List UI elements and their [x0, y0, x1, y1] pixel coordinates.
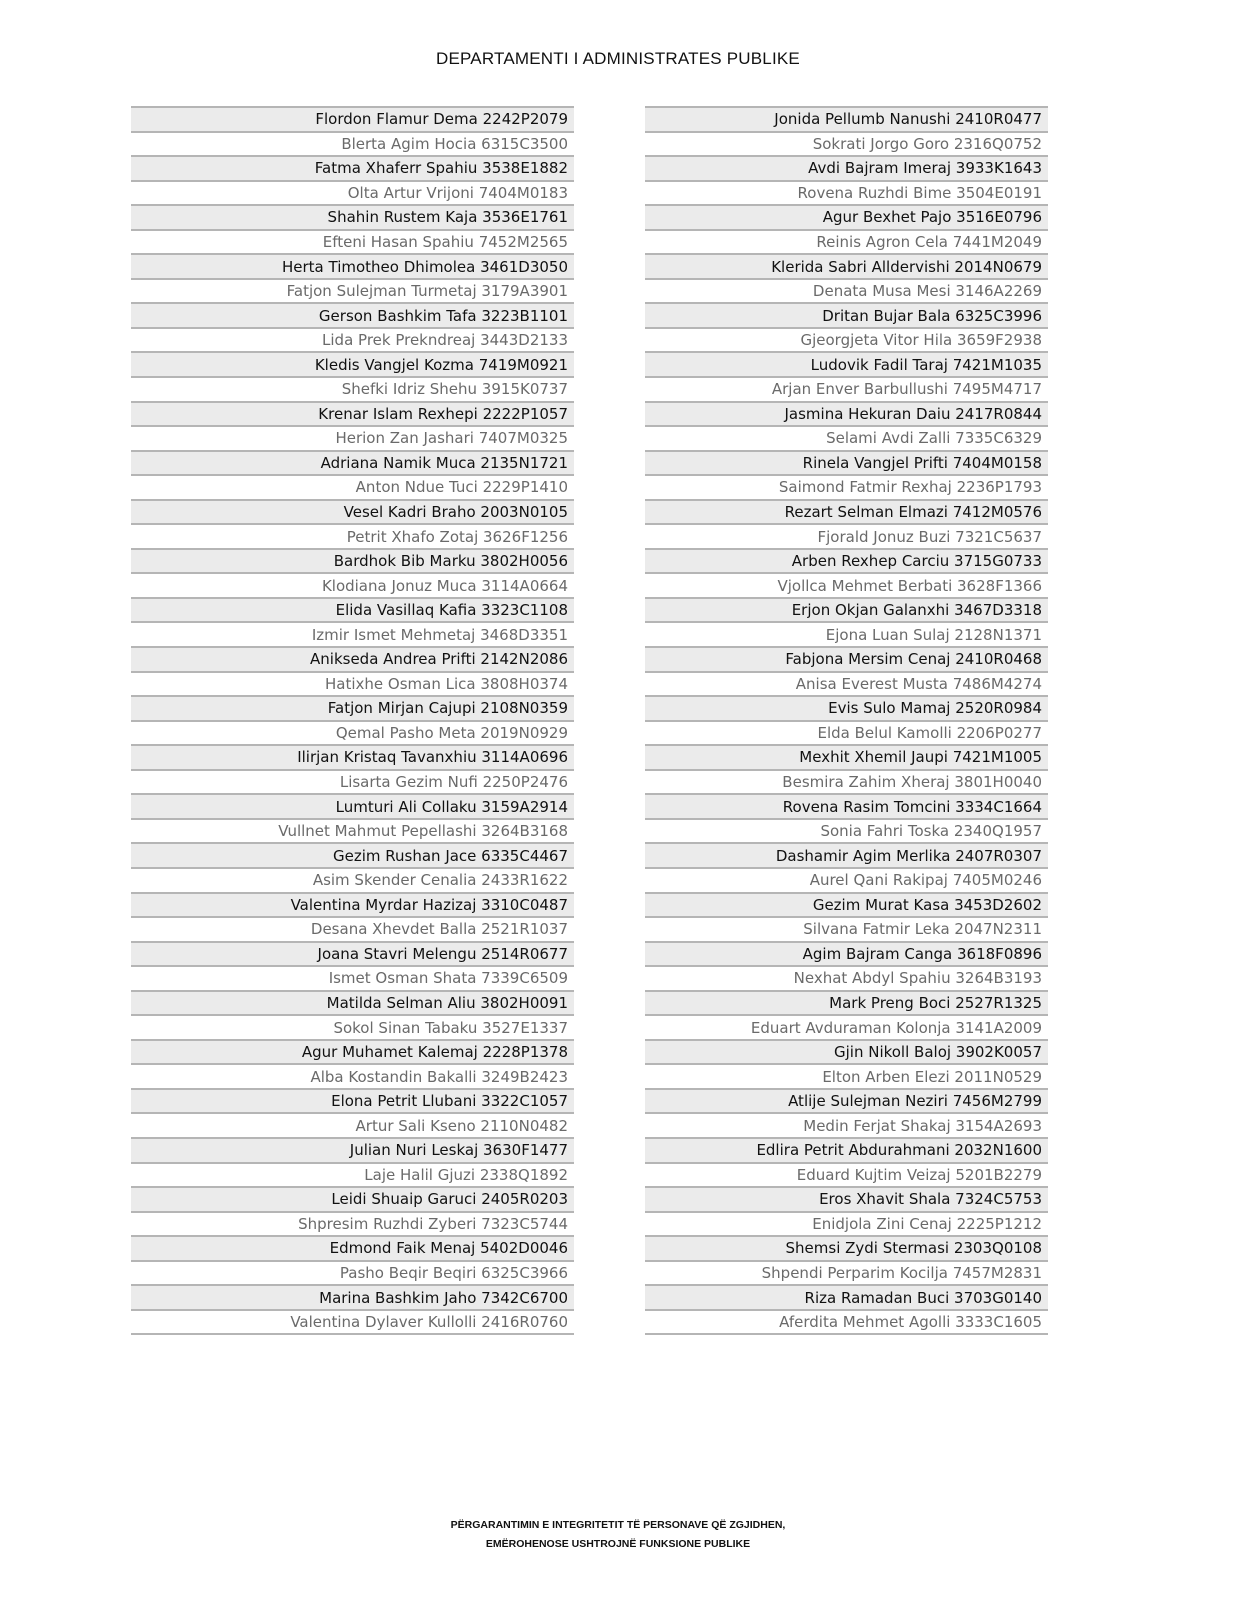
list-item: Silvana Fatmir Leka 2047N2311 — [645, 916, 1048, 941]
list-item: Flordon Flamur Dema 2242P2079 — [131, 106, 574, 131]
column-end-divider — [645, 1333, 1048, 1335]
list-item: Edmond Faik Menaj 5402D0046 — [131, 1235, 574, 1260]
list-item: Vullnet Mahmut Pepellashi 3264B3168 — [131, 818, 574, 843]
list-item: Ilirjan Kristaq Tavanxhiu 3114A0696 — [131, 744, 574, 769]
list-item: Lumturi Ali Collaku 3159A2914 — [131, 793, 574, 818]
list-item: Riza Ramadan Buci 3703G0140 — [645, 1284, 1048, 1309]
list-item: Sonia Fahri Toska 2340Q1957 — [645, 818, 1048, 843]
list-item: Elida Vasillaq Kafia 3323C1108 — [131, 597, 574, 622]
list-item: Vjollca Mehmet Berbati 3628F1366 — [645, 572, 1048, 597]
list-item: Pasho Beqir Beqiri 6325C3966 — [131, 1260, 574, 1285]
list-item: Elda Belul Kamolli 2206P0277 — [645, 720, 1048, 745]
list-item: Saimond Fatmir Rexhaj 2236P1793 — [645, 474, 1048, 499]
list-item: Gjin Nikoll Baloj 3902K0057 — [645, 1039, 1048, 1064]
list-item: Valentina Myrdar Hazizaj 3310C0487 — [131, 892, 574, 917]
list-item: Medin Ferjat Shakaj 3154A2693 — [645, 1112, 1048, 1137]
list-item: Jonida Pellumb Nanushi 2410R0477 — [645, 106, 1048, 131]
list-item: Besmira Zahim Xheraj 3801H0040 — [645, 769, 1048, 794]
list-item: Shpendi Perparim Kocilja 7457M2831 — [645, 1260, 1048, 1285]
list-item: Qemal Pasho Meta 2019N0929 — [131, 720, 574, 745]
list-item: Olta Artur Vrijoni 7404M0183 — [131, 180, 574, 205]
list-item: Herion Zan Jashari 7407M0325 — [131, 425, 574, 450]
list-item: Ejona Luan Sulaj 2128N1371 — [645, 621, 1048, 646]
list-item: Selami Avdi Zalli 7335C6329 — [645, 425, 1048, 450]
list-item: Gezim Rushan Jace 6335C4467 — [131, 842, 574, 867]
list-item: Klerida Sabri Alldervishi 2014N0679 — [645, 253, 1048, 278]
list-item: Ismet Osman Shata 7339C6509 — [131, 965, 574, 990]
list-item: Elton Arben Elezi 2011N0529 — [645, 1063, 1048, 1088]
list-item: Shefki Idriz Shehu 3915K0737 — [131, 376, 574, 401]
list-item: Gerson Bashkim Tafa 3223B1101 — [131, 302, 574, 327]
list-item: Bardhok Bib Marku 3802H0056 — [131, 548, 574, 573]
list-item: Evis Sulo Mamaj 2520R0984 — [645, 695, 1048, 720]
list-item: Avdi Bajram Imeraj 3933K1643 — [645, 155, 1048, 180]
list-item: Agur Bexhet Pajo 3516E0796 — [645, 204, 1048, 229]
list-item: Rinela Vangjel Prifti 7404M0158 — [645, 450, 1048, 475]
footer-line-1: PËRGARANTIMIN E INTEGRITETIT TË PERSONAVE QË ZGJIDHEN, — [450, 1519, 786, 1531]
list-item: Arjan Enver Barbullushi 7495M4717 — [645, 376, 1048, 401]
list-item: Blerta Agim Hocia 6315C3500 — [131, 131, 574, 156]
list-item: Alba Kostandin Bakalli 3249B2423 — [131, 1063, 574, 1088]
list-item: Rezart Selman Elmazi 7412M0576 — [645, 499, 1048, 524]
list-item: Rovena Rasim Tomcini 3334C1664 — [645, 793, 1048, 818]
list-item: Artur Sali Kseno 2110N0482 — [131, 1112, 574, 1137]
list-item: Shemsi Zydi Stermasi 2303Q0108 — [645, 1235, 1048, 1260]
list-item: Dritan Bujar Bala 6325C3996 — [645, 302, 1048, 327]
list-item: Gezim Murat Kasa 3453D2602 — [645, 892, 1048, 917]
list-item: Aferdita Mehmet Agolli 3333C1605 — [645, 1309, 1048, 1334]
list-item: Erjon Okjan Galanxhi 3467D3318 — [645, 597, 1048, 622]
list-item: Anisa Everest Musta 7486M4274 — [645, 671, 1048, 696]
list-item: Shahin Rustem Kaja 3536E1761 — [131, 204, 574, 229]
list-item: Fabjona Mersim Cenaj 2410R0468 — [645, 646, 1048, 671]
list-item: Jasmina Hekuran Daiu 2417R0844 — [645, 401, 1048, 426]
list-item: Adriana Namik Muca 2135N1721 — [131, 450, 574, 475]
footer-line-2: EMËROHENOSE USHTROJNË FUNKSIONE PUBLIKE — [485, 1538, 751, 1550]
left-name-column — [131, 106, 574, 1335]
list-item: Eduard Kujtim Veizaj 5201B2279 — [645, 1162, 1048, 1187]
right-name-column — [645, 106, 1048, 1335]
list-item: Ludovik Fadil Taraj 7421M1035 — [645, 351, 1048, 376]
list-item: Sokrati Jorgo Goro 2316Q0752 — [645, 131, 1048, 156]
list-item: Reinis Agron Cela 7441M2049 — [645, 229, 1048, 254]
list-item: Asim Skender Cenalia 2433R1622 — [131, 867, 574, 892]
list-item: Vesel Kadri Braho 2003N0105 — [131, 499, 574, 524]
list-item: Anton Ndue Tuci 2229P1410 — [131, 474, 574, 499]
list-item: Herta Timotheo Dhimolea 3461D3050 — [131, 253, 574, 278]
list-item: Eros Xhavit Shala 7324C5753 — [645, 1186, 1048, 1211]
list-item: Mark Preng Boci 2527R1325 — [645, 990, 1048, 1015]
list-item: Leidi Shuaip Garuci 2405R0203 — [131, 1186, 574, 1211]
list-item: Eduart Avduraman Kolonja 3141A2009 — [645, 1014, 1048, 1039]
list-item: Nexhat Abdyl Spahiu 3264B3193 — [645, 965, 1048, 990]
list-item: Agur Muhamet Kalemaj 2228P1378 — [131, 1039, 574, 1064]
list-item: Hatixhe Osman Lica 3808H0374 — [131, 671, 574, 696]
list-item: Anikseda Andrea Prifti 2142N2086 — [131, 646, 574, 671]
list-item: Kledis Vangjel Kozma 7419M0921 — [131, 351, 574, 376]
list-item: Petrit Xhafo Zotaj 3626F1256 — [131, 523, 574, 548]
list-item: Sokol Sinan Tabaku 3527E1337 — [131, 1014, 574, 1039]
list-item: Desana Xhevdet Balla 2521R1037 — [131, 916, 574, 941]
list-item: Mexhit Xhemil Jaupi 7421M1005 — [645, 744, 1048, 769]
list-item: Dashamir Agim Merlika 2407R0307 — [645, 842, 1048, 867]
list-item: Aurel Qani Rakipaj 7405M0246 — [645, 867, 1048, 892]
list-item: Joana Stavri Melengu 2514R0677 — [131, 941, 574, 966]
column-end-divider — [131, 1333, 574, 1335]
list-item: Fatma Xhaferr Spahiu 3538E1882 — [131, 155, 574, 180]
list-item: Lida Prek Prekndreaj 3443D2133 — [131, 327, 574, 352]
list-item: Laje Halil Gjuzi 2338Q1892 — [131, 1162, 574, 1187]
list-item: Efteni Hasan Spahiu 7452M2565 — [131, 229, 574, 254]
list-item: Elona Petrit Llubani 3322C1057 — [131, 1088, 574, 1113]
list-item: Atlije Sulejman Neziri 7456M2799 — [645, 1088, 1048, 1113]
list-item: Marina Bashkim Jaho 7342C6700 — [131, 1284, 574, 1309]
footer — [0, 1516, 1236, 1554]
list-item: Enidjola Zini Cenaj 2225P1212 — [645, 1211, 1048, 1236]
list-item: Izmir Ismet Mehmetaj 3468D3351 — [131, 621, 574, 646]
page-title: DEPARTAMENTI I ADMINISTRATES PUBLIKE — [436, 49, 800, 68]
list-item: Shpresim Ruzhdi Zyberi 7323C5744 — [131, 1211, 574, 1236]
list-item: Matilda Selman Aliu 3802H0091 — [131, 990, 574, 1015]
list-item: Fatjon Mirjan Cajupi 2108N0359 — [131, 695, 574, 720]
list-item: Denata Musa Mesi 3146A2269 — [645, 278, 1048, 303]
list-item: Krenar Islam Rexhepi 2222P1057 — [131, 401, 574, 426]
list-item: Edlira Petrit Abdurahmani 2032N1600 — [645, 1137, 1048, 1162]
list-item: Fjorald Jonuz Buzi 7321C5637 — [645, 523, 1048, 548]
list-item: Arben Rexhep Carciu 3715G0733 — [645, 548, 1048, 573]
list-item: Fatjon Sulejman Turmetaj 3179A3901 — [131, 278, 574, 303]
list-item: Agim Bajram Canga 3618F0896 — [645, 941, 1048, 966]
list-item: Lisarta Gezim Nufi 2250P2476 — [131, 769, 574, 794]
list-item: Klodiana Jonuz Muca 3114A0664 — [131, 572, 574, 597]
list-item: Rovena Ruzhdi Bime 3504E0191 — [645, 180, 1048, 205]
list-item: Julian Nuri Leskaj 3630F1477 — [131, 1137, 574, 1162]
list-item: Valentina Dylaver Kullolli 2416R0760 — [131, 1309, 574, 1334]
list-item: Gjeorgjeta Vitor Hila 3659F2938 — [645, 327, 1048, 352]
